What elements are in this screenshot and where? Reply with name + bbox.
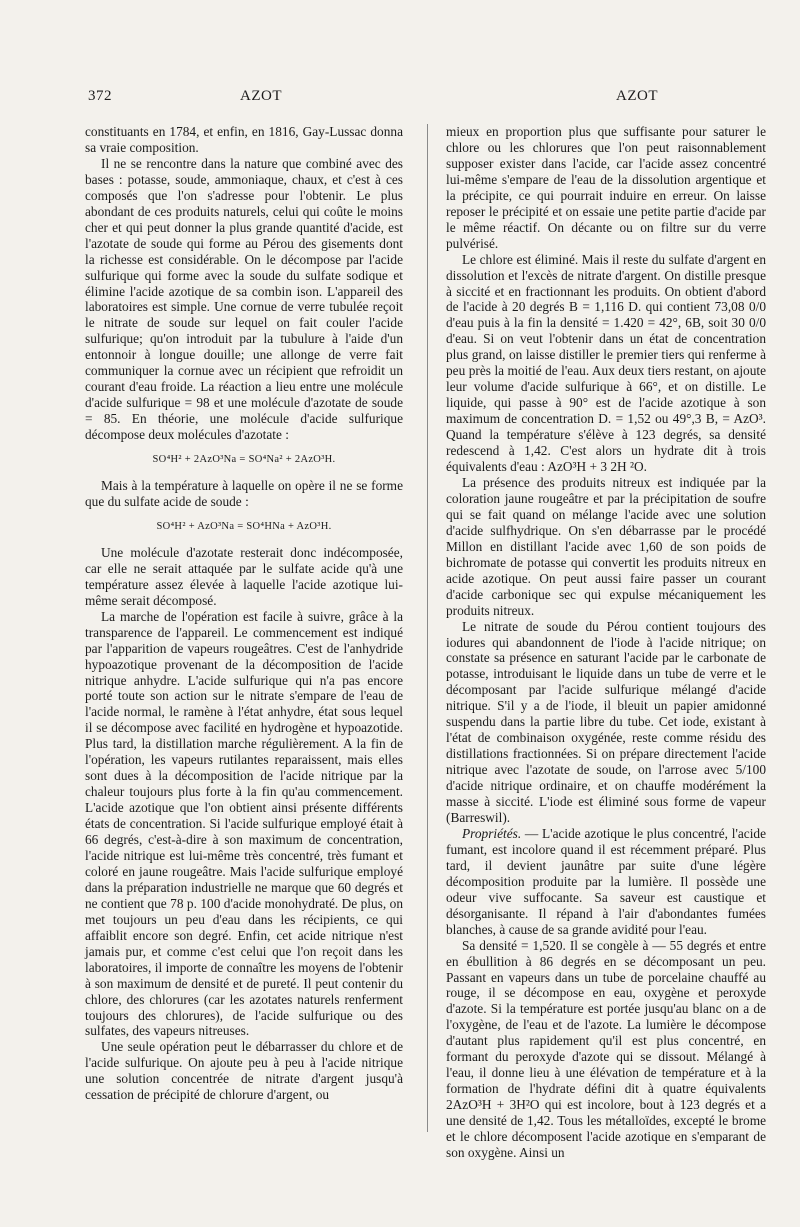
running-title-right: AZOT [616,88,658,104]
paragraph: La présence des produits nitreux est indiquée par la coloration jaune rougeâtre et par la précipitation de soufre qui se fait quand on mélange l'acide avec une solution d'acide sulfhydrique. On s'en débarrasse par le procédé Millon en distillant l'acide avec 1,60 de son poids de bichromate de potasse qui convertit les produits nitreux en acide azotique. On peut aussi faire passer un courant d'acide carbonique sec qui expulse mécaniquement les produits nitreux. [446,474,766,618]
paragraph: La marche de l'opération est facile à suivre, grâce à la transparence de l'appareil. Le commencement est indiqué par l'apparition de vapeurs rougeâtres. C'est de l'anhydride hypoazotique provenant de la décomposition de l'acide nitrique anhydre. L'acide sulfurique qui n'a pas encore porté toute son action sur le nitrate s'empare de l'eau de l'acide normal, le ramène à l'état anhydre, état sous lequel il se décompose avec facilité en hydrogène et hypoazotide. Plus tard, la distillation marche régulièrement. A la fin de l'opération, les vapeurs rutilantes reparaissent, mais elles sont dues à la décomposition de l'acide nitrique par la chaleur toujours plus forte à la fin qu'au commencement. L'acide azotique que l'on obtient ainsi présente différents états de concentration. Si l'acide sulfurique employé était à 66 degrés, c'est-à-dire à son maximum de concentration, l'acide nitrique est lui-même très concentré, très fumant et coloré en jaune rougeâtre. Mais l'acide sulfurique employé dans la préparation industrielle ne marque que 60 degrés et ne contient que 78 p. 100 d'acide monohydraté. De plus, on met toujours un peu d'eau dans les récipients, ce qui affaiblit encore son degré. Enfin, cet acide nitrique n'est jamais pur, et comme c'est celui que l'on reçoit dans les laboratoires, il importe de connaître les moyens de l'obtenir à son maximum de densité et de pureté. Il peut contenir du chlore, des chlorures (car les azotates naturels renferment toujours des chlorures), de l'acide sulfurique ou des sulfates, des vapeurs nitreuses. [85,608,403,1039]
paragraph: Mais à la température à laquelle on opère il ne se forme que du sulfate acide de soude : [85,478,403,509]
paragraph-text: — L'acide azotique le plus concentré, l'acide fumant, est incolore quand il est récemment préparé. Plus tard, il devient jaunâtre par suite d'une légère décomposition produite par la lumière. Il possède une odeur vive suffocante. Sa saveur est caustique et désorganisante. Il répand à l'air d'abondantes fumées blanches, à cause de sa grande avidité pour l'eau. [446,825,766,937]
chemical-equation: SO⁴H² + AzO³Na = SO⁴HNa + AzO³H. [156,520,332,532]
left-column [85,124,403,1144]
paragraph: constituants en 1784, et enfin, en 1816, Gay-Lussac donna sa vraie composition. [85,124,403,155]
paragraph-properties [446,826,766,938]
paragraph: Il ne se rencontre dans la nature que combiné avec des bases : potasse, soude, ammoniaque, chaux, et c'est à ces composés que l'on s'adresse pour l'obtenir. Le plus abondant de ces produits naturels, celui qui coûte le moins cher et qui peut donner la plus grande quantité d'acide, est l'azotate de soude qui forme au Pérou des gisements dont la richesse est considérable. On le décompose par l'acide sulfurique qui forme avec la soude du sulfate sodique et élimine l'acide azotique de sa combin ison. L'appareil des laboratoires est simple. Une cornue de verre tubulée reçoit le nitrate de soude sur lequel on fait couler l'acide sulfurique; qu'on introduit par la tubulure à l'aide d'un entonnoir à longue douille; une allonge de verre fait communiquer la cornue avec un récipient que refroidit un courant d'eau froide. La réaction a lieu entre une molécule d'acide sulfurique = 98 et une molécule d'azotate de soude = 85. En théorie, une molécule d'acide sulfurique décompose deux molécules d'azotate : [85,155,403,443]
right-column [446,124,766,1160]
paragraph: Le chlore est éliminé. Mais il reste du sulfate d'argent en dissolution et l'excès de nitrate d'argent. On distille presque à siccité et en fractionnant les produits. On obtient d'abord de l'acide à 20 degrés B = 1,116 D. qui contient 73,08 0/0 d'eau puis à la fin la densité = 1.420 = 42°, 6B, soit 30 0/0 d'eau. Si on veut l'obtenir dans un état de concentration plus grand, on laisse distiller le premier tiers qui renferme à peu près la moitié de l'eau. Aux deux tiers restant, on ajoute leur volume d'acide sulfurique à 66°, et on distille. Le liquide, qui passe à 90° est de l'acide azotique à son maximum de concentration D. = 1,52 ou 49°,3 B, = AzO³. Quand la température s'élève à 123 degrés, sa densité redescend à 1,42. C'est alors un hydrate dit à trois équivalents d'eau : AzO³H + 3 2H ²O. [446,251,766,475]
page-number: 372 [88,88,112,104]
column-divider [427,124,428,1132]
paragraph: mieux en proportion plus que suffisante pour saturer le chlore ou les chlorures que l'on peut raisonnablement supposer exister dans l'acide, car l'acide assez concentré lui-même s'empare de l'eau de la dissolution argentique et la précipite, ce qui pourrait induire en erreur. On laisse reposer le précipité et on essaie une petite partie d'acide par le même réactif. On décante ou on filtre sur du verre pulvérisé. [446,124,766,251]
paragraph: Une molécule d'azotate resterait donc indécomposée, car elle ne serait attaquée par le sulfate acide qu'à une température assez élevée à laquelle l'acide azotique lui-même serait décomposé. [85,544,403,608]
running-title-left: AZOT [240,88,282,104]
paragraph: Une seule opération peut le débarrasser du chlore et de l'acide sulfurique. On ajoute peu à peu à l'acide nitrique une solution concentrée de nitrate d'argent jusqu'à cessation de précipité de chlorure d'argent, ou [85,1039,403,1103]
running-header [88,88,728,110]
paragraph: Sa densité = 1,520. Il se congèle à — 55 degrés et entre en ébullition à 86 degrés en se décomposant un peu. Passant en vapeurs dans un tube de porcelaine chauffé au rouge, il se décompose en eau, oxygène et peroxyde d'azote. Si la température est portée jusqu'au blanc on a de l'oxygène, de l'eau et de l'azote. La lumière le décompose d'autant plus rapidement qu'il est plus concentré, en formant du peroxyde d'azote qui se dissout. Mélangé à l'eau, il donne lieu à une élévation de température et à la formation de l'hydrate défini dit à quatre équivalents 2AzO³H + 3H²O qui est incolore, bout à 123 degrés et a une densité de 1,42. Tous les métalloïdes, excepté le brome et le chlore décomposent l'acide azotique en s'emparant de son oxygène. Ainsi un [446,937,766,1160]
section-label: Propriétés. [462,825,522,841]
chemical-equation: SO⁴H² + 2AzO³Na = SO⁴Na² + 2AzO³H. [152,454,336,466]
paragraph: Le nitrate de soude du Pérou contient toujours des iodures qui abandonnent de l'iode à l'acide nitrique; on constate sa présence en saturant l'acide par le carbonate de potasse, introduisant le liquide dans un tube de verre et le décomposant par l'acide sulfurique mélangé d'acide nitrique. S'il y a de l'iode, il bleuit un papier amidonné suspendu dans la partie libre du tube. Cet iode, existant à l'état de combinaison oxygénée, reste comme résidu des distillations fractionnées. Si on prépare directement l'acide nitrique avec l'azotate de soude, on l'arrose avec 5/100 d'acide nitrique ordinaire, et on chauffe modérément la masse à siccité. L'iode est éliminé sous forme de vapeur (Barreswil). [446,618,766,825]
